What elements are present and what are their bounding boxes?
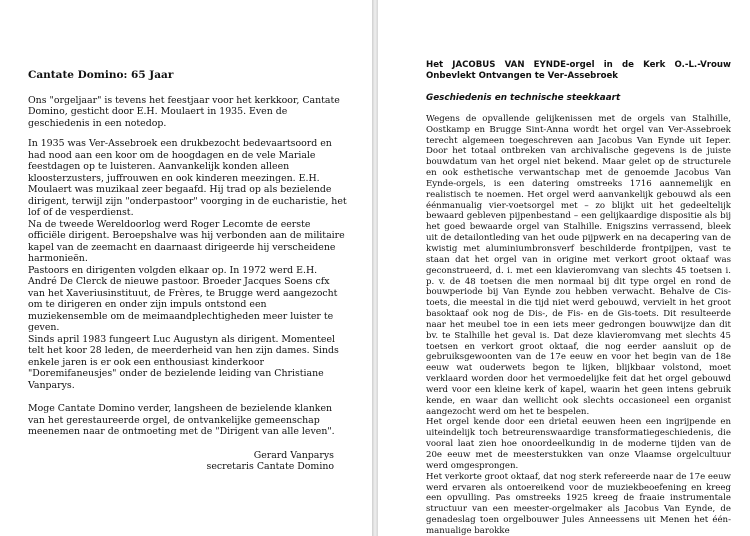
signature-role: secretaris Cantate Domino [206,461,334,472]
paragraph-1972: Pastoors en dirigenten volgden elkaar op. In 1972 werd E.H. André De Clerck de nieuwe pastoor. Broeder Jacques Soens cfx van het Xaveriusinstituut, de Frères, te Brugge werd aangezocht om te dirigeren en onder zijn impuls ontstond een muziekensemble om de meimaandplechtigheden meer luister te geven. [28,264,338,333]
paragraph-history-1935: In 1935 was Ver-Assebroek een drukbezocht bedevaartsoord en had nood aan een koor om de hoogdagen en de vele Mariale feestdagen op te luisteren. Aanvankelijk konden alleen kloosterzusters, juffrouwen en ook kinderen meezingen. E.H. Moulaert was muzikaal zeer begaafd. Hij trad op als bezielende dirigent, terwijl zijn "onderpastoor" voorging in de eucharistie, het lof of de vesperdienst. [28,138,347,218]
paragraph-1983: Sinds april 1983 fungeert Luc Augustyn als dirigent. Momenteel telt het koor 28 leden, de meerderheid van hen zijn dames. Sinds enkele jaren is er ook een enthousiast kinderkoor "Doremifaneusjes" onder de bezielende leiding van Christiane Vanparys. [28,333,339,391]
signature-block [28,450,348,473]
left-column [28,70,348,473]
paragraph-intro: Ons "orgeljaar" is tevens het feestjaar voor het kerkkoor, Cantate Domino, gesticht door E.H. Moulaert in 1935. Even de geschiedenis in een notedop. [28,94,340,129]
right-page [378,0,750,536]
paragraph-postwar: Na de tweede Wereldoorlog werd Roger Lecomte de eerste officiële dirigent. Beroepshalve was hij verbonden aan de militaire kapel van de zeemacht en daarnaast dirigeerde hij verscheidene harmonieën. [28,218,345,264]
signature-name: Gerard Vanparys [253,449,334,461]
paragraph-octave: Het verkorte groot oktaaf, dat nog sterk refereerde naar de 17e eeuw werd ervaren als ontoereikend voor de muziekbeoefening en kreeg een opvulling. Pas omstreeks 1925 kreeg de fraaie instrumentale structuur van een meester-orgelmaker als Jacobus Van Eynde, de genadeslag toen orgelbouwer Jules Anneessens uit Menen het één-manualige barokke [426,471,731,536]
left-page [0,0,372,536]
article-heading: Cantate Domino: 65 Jaar [28,69,174,81]
paragraph-transformation: Het orgel kende door een drietal eeuwen heen een ingrijpende en uiteindelijk toch betreurenswaardige transformatiegeschiedenis, die vooral laat zien hoe onoordeelkundig in de moderne tijden van de 20e eeuw met de meesterstukken van onze Vlaamse orgelcultuur werd omgesprongen. [426,417,731,471]
right-column [426,60,731,536]
organ-article-title: Het JACOBUS VAN EYNDE-orgel in de Kerk O.-L.-Vrouw Onbevlekt Ontvangen te Ver-Assebroek [426,60,731,81]
paragraph-closing: Moge Cantate Domino verder, langsheen de bezielende klanken van het gerestaureerde orgel, de ontvankelijke gemeenschap meenemen naar de ontmoeting met de "Dirigent van alle leven". [28,403,335,437]
paragraph-attribution: Wegens de opvallende gelijkenissen met de orgels van Stalhille, Oostkamp en Brugge Sint-Anna wordt het orgel van Ver-Assebroek terecht algemeen toegeschreven aan Jacobus Van Eynde uit Ieper. Door het totaal ontbreken van archivalische gegevens is de juiste bouwdatum van het orgel niet bekend. Maar gelet op de structurele en ook esthetische verwantschap met de genoemde Jacobus Van Eynde-orgels, is een datering omstreeks 1716 aannemelijk en realistisch te noemen. Het orgel werd aanvankelijk gebouwd als een éénmanualig vier-voetsorgel met – zo blijkt uit het gedeeltelijk bewaard gebleven pijpenbestand – een gelijkaardige dispositie als bij het goed bewaarde orgel van Stalhille. Enigszins verrassend, bleek uit de detailontleding van het oude pijpwerk en na decapering van de kwistig met aluminiumbronsverf beschilderde frontpijpen, vast te staan dat het orgel van in origine met verkort groot oktaaf was geconstrueerd, d. i. met een klavieromvang van slechts 45 toetsen i. p. v. de 48 toetsen die men normaal bij dit type orgel en rond de bouwperiode bij Van Eynde zou hebben verwacht. Behalve de Cis-toets, die meestal in die tijd niet werd gebouwd, vervielt in het groot basoktaaf ook nog de Dis-, de Fis- en de Gis-toets. Dit resulteerde naar het meubel toe in een iets meer gedrongen bouwwijze dan dit bv. te Stalhille het geval is. Dat deze klavieromvang met slechts 45 toetsen en verkort groot oktaaf, die nog eerder aansluit op de gebruiksgewoonten van de 17e eeuw en voor het begin van de 18e eeuw wat ouderwets begon te lijken, blijkbaar volstond, moet verklaard worden door het vermoedelijke feit dat het orgel gebouwd werd voor een kleine kerk of kapel, waarin het geen intens gebruik kende, en waar dan wellicht ook slechts occasioneel een organist aangezocht werd om het te bespelen. [426,113,731,417]
organ-article-subtitle: Geschiedenis en technische steekkaart [426,93,621,103]
